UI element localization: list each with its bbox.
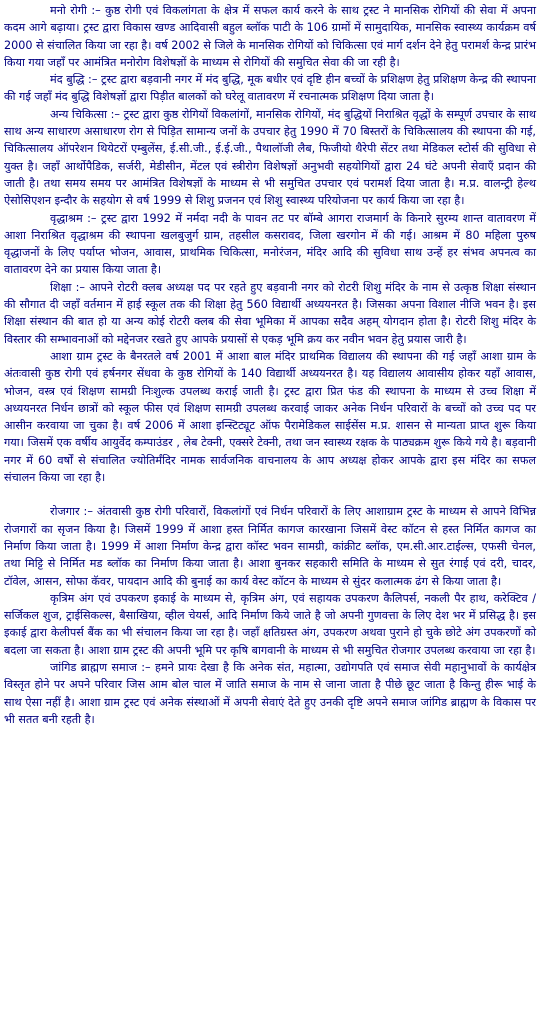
paragraph-employment: रोजगार :– अंतवासी कुष्ठ रोगी परिवारों, विकलांगों एवं निर्धन परिवारों के लिए आशाग्राम ट्रस्ट के माध्यम से आपने विभिन्न रोजगारों का सृजन किया है। जिसमें 1999 में आशा हस्त निर्मित कागज कारखाना जिसमें वेस्ट कॉटन से हस्त निर्मित कागज का निर्माण किया जाता है। 1999 में आशा निर्माण केन्द्र द्वारा कॉस्ट भवन सामग्री, कांक्रीट ब्लॉक, एम.सी.आर.टाईल्स, एफसी चेनल, तथा मिट्टि से निर्मित मड ब्लॉक का निर्माण किया जाता है। आशा बुनकर सहकारी समिति के माध्यम से सुत रंगाई एवं दरी, चादर, टॉवेल, आसन, सोफा कॅवर, पायदान आदि की बुनाई का कार्य वेस्ट कॉटन के माध्यम से सुंदर कलात्मक ढंग से किया जाता है। (4, 505, 536, 588)
paragraph-artificial-limbs: कृत्रिम अंग एवं उपकरण इकाई के माध्यम से, कृत्रिम अंग, एवं सहायक उपकरण कैलिपर्स, नकली पैर हाथ, करेक्टिव /सर्जिकल शुज, ट्राईसिकल्स, बैसाखिया, व्हील चेयर्स, आदि निर्माण किये जाते है जो अपनी गुणवत्ता के लिए देश भर में प्रसिद्ध है। इस इकाई द्वारा केलीपर्स बैंक का भी संचालन किया जा रहा है। जहाँ क्षतिग्रस्त अंग, उपकरण अथवा पुराने हो चुके छोटे अंग उपकरणों को बदला जा सकता है। आशा ग्राम ट्रस्ट की अपनी भूमि पर कृषि बागवानी के माध्यम से भी समुचित रोजगार उपलब्ध करवाया जा रहा है। (4, 591, 536, 657)
paragraph-education: शिक्षा :– आपने रोटरी क्लब अध्यक्ष पद पर रहते हुए बड़वानी नगर को रोटरी शिशु मंदिर के नाम से उत्कृष्ठ शिक्षा संस्थान की सौगात दी जहाँ वर्तमान में हाई स्कूल तक की शिक्षा हेतु 560 विद्यार्थी अध्ययनरत है। जिसका अपना विशाल नीजि भवन है। इस शिक्षा संस्थान की बात हो या अन्य कोई रोटरी क्लब की सेवा भूमिका में आपका सदैव अहम् योगदान होता है। रोटरी शिशु मंदिर के विस्तार की सम्भावनाओं को मद्देनजर रखते हुए आपके प्रयासों से एकड़ भूमि क्रय कर नवीन भवन हेतु प्रयास जारी है। (4, 280, 536, 346)
paragraph-other-medical: अन्य चिकित्सा :– ट्रस्ट द्वारा कुष्ठ रोगियों विकलांगों, मानसिक रोगियों, मंद बुद्धियों निराश्रित वृद्धों के सम्पूर्ण उपचार के साथ साथ अन्य साधारण असाधारण रोग से पिड़ित सामान्य जनों के उपचार हेतु 1990 में 70 बिस्तरों के चिकित्सालय की स्थापना की गई, चिकित्सालय ऑपरेशन थियेटरों एम्बुलेंस, ई.सी.जी., ई.ई.जी., पैथालॉजी लैब, फिजीयो थैरेपी सेंटर तथा मेडिकल स्टोर्स की सुविधा से युक्त है। जहाँ आर्थोपैडिक, सर्जरी, मेडीसीन, मेंटल एवं स्त्रीरोग विशेषज्ञों अनुभवी सहयोगियों द्वारा 24 घंटे अपनी सेवाएँ प्रदान की जाती है। तथा समय समय पर आमंत्रित विशेषज्ञों के माध्यम से भी समुचित उपचार एवं परामर्श दिया जाता है। म.प्र. वालन्ट्री हेल्थ ऐसोसिएशन इन्दौर के सहयोग से वर्ष 1999 से शिशु प्रजनन एवं शिशु स्वास्थ्य परियोजना पर कार्य किया जा रहा है। (4, 107, 536, 208)
paragraph-asha-school: आशा ग्राम ट्रस्ट के बैनरतले वर्ष 2001 में आशा बाल मंदिर प्राथमिक विद्यालय की स्थापना की गई जहाँ आशा ग्राम के अंतःवासी कुष्ठ रोगी एवं हर्षनगर सेंधवा के कुष्ठ रोगियों के 140 विद्यार्थी अध्ययनरत है। यह विद्यालय आवासीय होकर यहाँ आवास, भोजन, वस्त्र एवं शिक्षण सामग्री निःशुल्क उपलब्ध कराई जाती है। ट्रस्ट द्वारा प्रित फंड की स्थापना के माध्यम से उच्च शिक्षा में अध्ययनरत निर्धन छात्रों को स्कूल फीस एवं शिक्षण सामग्री उपलब्ध करवाई जाकर अनेक निर्धन परिवारों के बच्चों को उच्च पद पर आसीन करवाया जा चुका है। वर्ष 2006 में आशा इन्स्टिट्यूट ऑफ पैरामेडिकल साईसेंस म.प्र. शासन से मान्यता प्राप्त शुरू किया गया। जिसमें एक वर्षीय आयुर्वेद कम्पाउंडर , लेब टेक्नी, एक्सरे टेक्नी, तथा जन स्वास्थ्य रक्षक के पाठ्यक्रम शुरू किये गये है। बड़वानी नगर में 60 वर्षों से संचालित ज्योतिर्मंदिर नामक सार्वजनिक वाचनालय के आप अध्यक्ष होकर आपके द्वारा इस मंदिर का सफल संचालन किया जा रहा है। (4, 349, 536, 485)
paragraph-mentally-challenged: मंद बुद्धि :– ट्रस्ट द्वारा बड़वानी नगर में मंद बुद्धि, मूक बधीर एवं दृष्टि हीन बच्चों के प्रशिक्षण हेतु प्रशिक्षण केन्द्र की स्थापना की गई जहाँ मंद बुद्धि विशेषज्ञों द्वारा पिड़ीत बालकों को घरेलू वातावरण में रचनात्मक प्रशिक्षण दिया जाता है। (4, 73, 536, 104)
paragraph-old-age-home: वृद्धाश्रम :– ट्रस्ट द्वारा 1992 में नर्मदा नदी के पावन तट पर बॉम्बे आगरा राजमार्ग के किनारे सुरम्य शान्त वातावरण में आशा निराश्रित वृद्धाश्रम की स्थापना खलबुजुर्ग ग्राम, तहसील कसरावद, जिला खरगोन में की गई। आश्रम में 80 महिला पुरुष वृद्धाजनों के लिए पर्याप्त भोजन, आवास, प्राथमिक चिकित्सा, मनोरंजन, मंदिर आदि की सुविधा साथ उन्हें हर संभव अपनत्व का वातावरण देने का प्रयास किया जाता है। (4, 211, 536, 277)
section-spacer (4, 486, 536, 503)
paragraph-mental-patients: मनो रोगी :– कुष्ठ रोगी एवं विकलांगता के क्षेत्र में सफल कार्य करने के साथ ट्रस्ट ने मानसिक रोगियों की सेवा में अपना कदम आगे बढ़ाया। ट्रस्ट द्वारा विकास खण्ड आदिवासी बहुल ब्लॉक पाटी के 106 ग्रामों में सामुदायिक, मानसिक स्वास्थ्य कार्यक्रम वर्ष 2000 से संचालित किया जा रहा है। वर्ष 2002 से जिले के मानसिक रोगियों को चिकित्सा एवं मार्ग दर्शन देने हेतु परामर्श केन्द्र प्रारंभ किया गया जहाँ पर आमंत्रित मनोरोग विशेषज्ञों के माध्यम से रोगियों की समुचित सेवा की जा रही है। (4, 4, 536, 69)
paragraph-jangid-samaj: जांगिड ब्राह्मण समाज :– हमने प्रायः देखा है कि अनेक संत, महात्मा, उद्योगपति एवं समाज सेवी महानुभावों के कार्यक्षेत्र विस्तृत होने पर अपने परिवार जिस आम बोल चाल में जाति समाज के नाम से जाना जाता है पीछे छूट जाता है किन्तु हीरू भाई के साथ ऐसा नहीं है। आशा ग्राम ट्रस्ट एवं अनेक संस्थाओं में अपनी सेवाएं देते हुए उनकी दृष्टि अपने समाज जांगिड ब्राह्मण के विकास पर भी सतत बनी रहती है। (4, 660, 536, 726)
